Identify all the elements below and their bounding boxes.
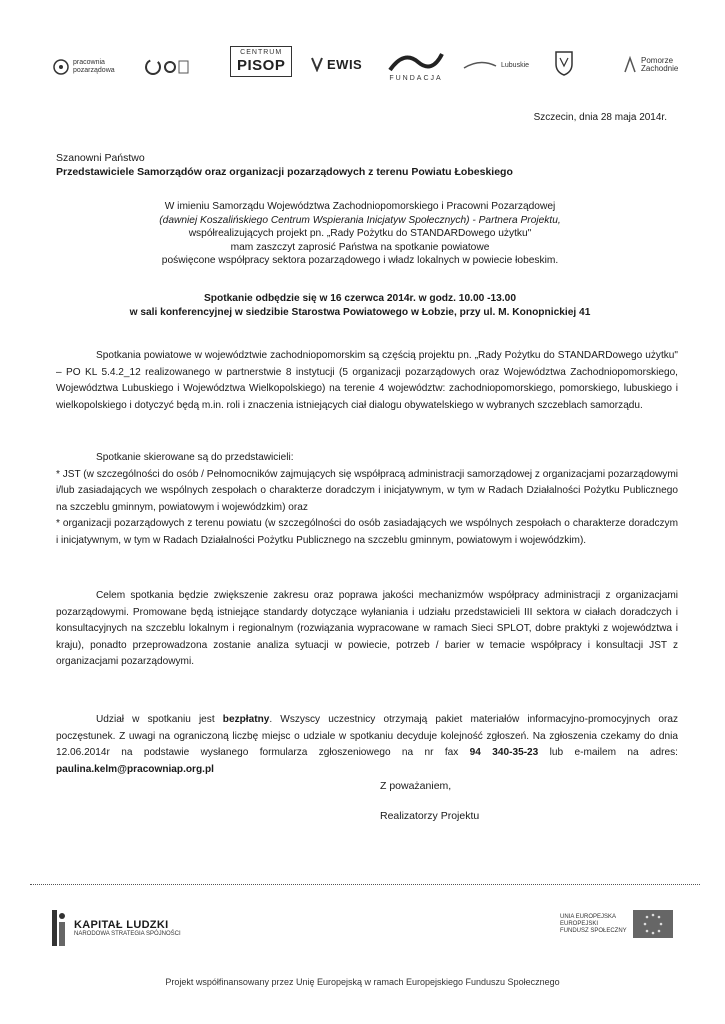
kapital-ludzki-name: KAPITAŁ LUDZKI xyxy=(74,919,169,931)
meeting-date-line: Spotkanie odbędzie się w 16 czerwca 2014r. w godz. 10.00 -13.00 xyxy=(204,293,516,304)
paragraph-audience xyxy=(56,450,678,549)
eu-logo xyxy=(560,910,673,938)
paragraph-text: Spotkania powiatowe w województwie zachodniopomorskim są częścią projektu pn. „Rady Pożytku do STANDARDowego użytku" – PO KL 5.4.2_12 realizowanego w partnerstwie 8 instytucji (5 organizacji pozarządowych oraz Województwa Zachodniopomorskiego, Województwa Lubuskiego i Województwa Wielkopolskiego) na terenie 4 województw: zachodniopomorskiego, pomorskiego, lubuskiego i wielkopolskiego i dotyczyć będą m.in. roli i znaczenia istniejących ciał dialogu obywatelskiego w wybranych szczeblach samorządu. xyxy=(56,350,678,411)
pomorze-logo xyxy=(622,54,679,76)
lubuskie-logo xyxy=(462,60,529,72)
paragraph-text: lub e-mailem na adres: xyxy=(538,747,678,758)
invite-line: mam zaszczyt zaprosić Państwa na spotkanie powiatowe xyxy=(230,241,490,253)
invite-line: współrealizujących projekt pn. „Rady Pożytku do STANDARDowego użytku" xyxy=(188,228,532,239)
cofinancing-note: Projekt współfinansowany przez Unię Europejską w ramach Europejskiego Funduszu Społecznego xyxy=(165,977,560,987)
invite-line: (dawniej Koszalińskiego Centrum Wspierania Inicjatyw Społecznych) - Partnera Projektu, xyxy=(159,214,561,226)
audience-item-jst: * JST (w szczególności do osób / Pełnomocników zajmujących się współpracą administracji samorządowej z organizacjami pozarządowymi i/lub zasiadających we wspólnych zespołach o charakterze doradczym i inicjatywnym, w tym w Radach Działalności Pożytku Publicznego na szczeblu gminnym, powiatowym i wojewódzkim) oraz xyxy=(56,468,678,513)
shield-icon xyxy=(554,50,574,76)
closing: Z poważaniem, xyxy=(380,780,452,792)
eu-text-line: FUNDUSZ SPOŁECZNY xyxy=(560,927,627,934)
paragraph-text: . Wszyscy uczestnicy otrzymają pakiet materiałów informacyjno-promocyjnych oraz poczęstunek. Z uwagi na ograniczoną liczbę miejsc o udziale w spotkaniu decyduje kolejność zgłoszeń. Na zgłoszenia czekamy do dnia 12.06.2014r na podstawie wysłanego formularza zgłoszeniowego na nr fax xyxy=(56,714,678,758)
salutation: Szanowni Państwo xyxy=(56,152,145,164)
paragraph-goal xyxy=(56,588,678,671)
ewis-logo xyxy=(310,56,362,72)
lubuskie-text: Lubuskie xyxy=(501,62,530,69)
kapital-ludzki-logo xyxy=(50,908,181,948)
kapital-ludzki-icon xyxy=(50,908,68,948)
meeting-details xyxy=(60,292,660,319)
cso-logo xyxy=(144,56,190,78)
audience-intro: Spotkanie skierowane są do przedstawicieli: xyxy=(96,452,294,463)
fundacja-text: FUNDACJA xyxy=(389,75,443,82)
centrum-pisop-logo xyxy=(230,46,292,77)
invite-line: poświęcone współpracy sektora pozarządowego i władz lokalnych w powiecie łobeskim. xyxy=(161,255,559,266)
pracownia-logo xyxy=(52,58,117,76)
lubuskie-icon xyxy=(462,60,498,72)
eu-text-line: EUROPEJSKI xyxy=(560,920,599,927)
eu-text xyxy=(560,914,627,935)
pracownia-icon xyxy=(52,58,70,76)
paragraph-registration xyxy=(56,712,678,778)
kapital-ludzki-sub: NARODOWA STRATEGIA SPÓJNOŚCI xyxy=(74,931,181,937)
eu-text-line: UNIA EUROPEJSKA xyxy=(560,913,617,920)
pracownia-text: pracownia pozarządowa xyxy=(73,59,115,74)
fundacja-logo xyxy=(388,48,444,83)
wave-icon xyxy=(388,48,444,74)
paragraph-text: Udział w spotkaniu jest xyxy=(96,714,223,725)
coat-of-arms-logo xyxy=(554,50,574,76)
free-label: bezpłatny xyxy=(222,714,270,725)
audience-item-ngo: * organizacji pozarządowych z terenu powiatu (w szczególności do osób zasiadających we wspólnych zespołach o charakterze doradczym i inicjatywnym, w tym w Radach Działalności Pożytku Publicznego na szczeblu gminnym, powiatowym i wojewódzkim). xyxy=(56,518,678,546)
invitation-block xyxy=(60,200,660,268)
paragraph-project xyxy=(56,348,678,414)
cso-icon xyxy=(144,56,190,78)
signature: Realizatorzy Projektu xyxy=(380,810,480,822)
meeting-place-line: w sali konferencyjnej w siedzibie Starostwa Powiatowego w Łobzie, przy ul. M. Konopnickiej 41 xyxy=(129,306,591,318)
pomorze-text: Pomorze Zachodnie xyxy=(641,56,679,73)
partner-logos xyxy=(48,44,688,92)
addressee: Przedstawiciele Samorządów oraz organizacji pozarządowych z terenu Powiatu Łobeskiego xyxy=(56,166,513,178)
letter-date: Szczecin, dnia 28 maja 2014r. xyxy=(533,112,667,123)
footer-divider xyxy=(30,884,700,885)
paragraph-text: Celem spotkania będzie zwiększenie zakresu oraz poprawa jakości mechanizmów współpracy administracji z organizacjami pozarządowymi. Promowane będą istniejące standardy dotyczące wyłaniania i udziału przedstawicieli III sektora w ciałach doradczych i konsultacyjnych na szczeblu lokalnym i regionalnym (rozwiązania wypracowane w ramach Sieci SPLOT, dobre praktyki z województwa i kraju), ponadto przeprowadzona zostanie analiza sytuacji w powiecie, potrzeb / barier w temacie współpracy i konsultacji JST z organizacjami pozarządowymi. xyxy=(56,590,678,667)
eu-flag-icon xyxy=(633,910,673,938)
invite-line: W imieniu Samorządu Województwa Zachodniopomorskiego i Pracowni Pozarządowej xyxy=(164,201,556,212)
email-address[interactable]: paulina.kelm@pracowniap.org.pl xyxy=(56,763,214,775)
fax-number: 94 340-35-23 xyxy=(469,747,539,758)
centrum-text: CENTRUM xyxy=(240,49,283,56)
pisop-text: PISOP xyxy=(237,57,286,74)
ewis-text: EWIS xyxy=(327,56,363,72)
ewis-icon xyxy=(310,56,324,72)
pomorze-icon xyxy=(622,54,638,76)
